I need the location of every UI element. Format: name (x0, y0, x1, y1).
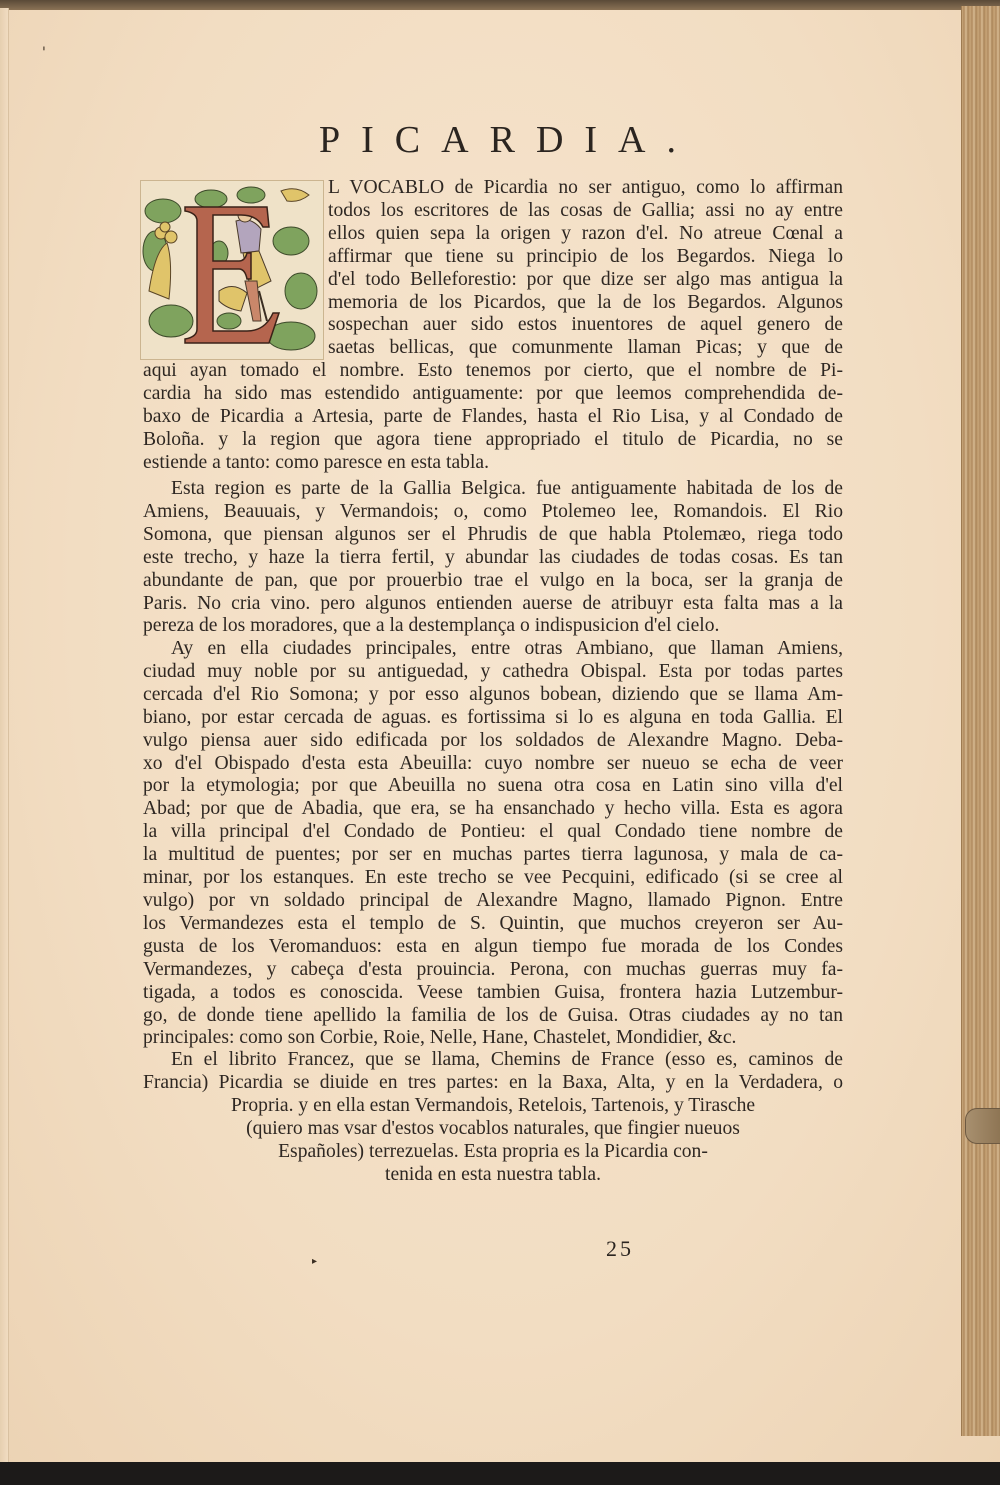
text-line: xo d'el Obispado d'esta esta Abeuilla: cuyo nombre ser nueuo se echa de veer (143, 752, 843, 774)
text-line: todos los escritores de las cosas de Gallia; assi no ay entre (328, 199, 843, 221)
text-line: memoria de los Picardos, que la de los Begardos. Algunos (328, 291, 843, 313)
text-line: L VOCABLO de Picardia no ser antiguo, como lo affirman (328, 177, 843, 198)
paragraph-4 (143, 1049, 843, 1186)
text-line: la multitud de puentes; por ser en muchas partes tierra lagunosa, y mala de ca- (143, 844, 843, 866)
text-line: sospechan auer sido estos inuentores de aquel genero de (328, 314, 843, 336)
text-line: (quiero mas vsar d'estos vocablos naturales, que fingier nueuos (246, 1117, 740, 1139)
page-title: PICARDIA. (319, 119, 697, 161)
text-line: cercada d'el Rio Somona; y por esso algunos bobean, diziendo que se llama Am- (143, 683, 843, 705)
page-tab-marker (965, 1108, 1000, 1144)
text-line: affirmar que tiene su principio de los Begardos. Niega lo (328, 245, 843, 267)
page-top-edge (0, 0, 1000, 10)
text-line: Boloña. y la region que agora tiene appropriado el titulo de Picardia, no se (143, 428, 843, 450)
paragraph-3 (143, 638, 843, 1050)
gutter-edge (0, 8, 9, 1468)
text-line: cardia ha sido mas estendido antiguamente: por que leemos comprehendida de- (143, 383, 843, 405)
text-line: vulgo) por vn soldado principal de Alexandre Magno, llamado Pignon. Entre (143, 889, 843, 911)
text-line: En el librito Francez, que se llama, Chemins de France (esso es, caminos de (171, 1049, 843, 1070)
text-line: Españoles) terrezuelas. Esta propria es la Picardia con- (278, 1140, 708, 1162)
text-line: principales: como son Corbie, Roie, Nelle, Hane, Chastelet, Mondidier, &c. (143, 1027, 737, 1049)
text-line: Propria. y en ella estan Vermandois, Retelois, Tartenois, y Tirasche (230, 1094, 756, 1116)
text-line: minar, por los estanques. En este trecho se vee Pecquini, edificado (si se cree al (143, 867, 843, 889)
text-line: Francia) Picardia se diuide en tres partes: en la Baxa, Alta, y en la Verdadera, o (143, 1071, 843, 1093)
text-line: d'el todo Belleforestio: por que dize ser algo mas antigua la (328, 268, 843, 290)
text-line: abundante de pan, que por prouerbio trae el vulgo en la boca, ser la granja de (143, 569, 843, 591)
page-number: 25 (606, 1236, 634, 1261)
text-line: tigada, a todos es conoscida. Veese tambien Guisa, frontera hazia Lutzembur- (143, 981, 843, 1003)
ink-speck: ' (42, 45, 46, 61)
bottom-shadow (0, 1462, 1000, 1485)
text-line: Abad; por que de Abadia, que era, se ha ensanchado y hecho villa. Esta es agora (143, 798, 843, 820)
paragraph-2 (143, 478, 843, 638)
text-line: los Vermandezes esta el templo de S. Quintin, que muchos creyeron ser Au- (143, 912, 843, 934)
text-line: vulgo piensa auer sido edificada por los soldados de Alexandre Magno. Deba- (143, 729, 843, 751)
text-line: la villa principal d'el Condado de Pontieu: el qual Condado tiene nombre de (143, 821, 843, 843)
text-line: estiende a tanto: como paresce en esta tabla. (143, 451, 489, 473)
ink-speck: ▸ (312, 1256, 318, 1267)
text-line: gusta de los Veromanduos: esta en algun tiempo fue morada de los Condes (143, 935, 843, 957)
text-line: tenida en esta nuestra tabla. (385, 1163, 601, 1185)
text-line: este trecho, y haze la tierra fertil, y abundar las ciudades de todas cosas. Es tan (143, 546, 843, 568)
text-line: aqui ayan tomado el nombre. Esto tenemos por cierto, que el nombre de Pi- (143, 360, 843, 382)
text-line: go, de donde tiene apellido la familia de los de Guisa. Otras ciudades ay no tan (143, 1004, 843, 1026)
text-line: Paris. No cria vino. pero algunos entienden auerse de atribuyr esta falta mas a la (143, 592, 843, 614)
text-line: ellos quien sepa la origen y razon d'el. No atreue Cœnal a (328, 222, 843, 244)
text-line: Esta region es parte de la Gallia Belgica. fue antiguamente habitada de los de (171, 478, 843, 499)
fore-edge-pages (961, 6, 1000, 1436)
text-line: ciudad muy noble por su antiguedad, y cathedra Obispal. Esta por todas partes (143, 660, 843, 682)
text-line: por la etymologia; por que Abeuilla no suena otra cosa en Latin sino villa d'el (143, 775, 843, 797)
text-line: Somona, que piensan algunos ser el Phrudis de que habla Ptolemæo, riega todo (143, 523, 843, 545)
text-line: biano, por estar cercada de aguas. es fortissima si lo es alguna en toda Gallia. El (143, 706, 843, 728)
text-line: Amiens, Beauuais, y Vermandois; o, como Ptolemeo lee, Romandois. El Rio (143, 500, 843, 522)
text-line: Vermandezes, y cabeça d'esta prouincia. Perona, con muchas guerras muy fa- (143, 958, 843, 980)
paragraph-1 (143, 177, 843, 475)
text-line: pereza de los moradores, que a la destemplança o indispusicion d'el cielo. (143, 615, 720, 637)
text-line: saetas bellicas, que comunmente llaman Picas; y que de (328, 337, 843, 359)
text-line: baxo de Picardia a Artesia, parte de Flandes, hasta el Rio Lisa, y al Condado de (143, 406, 843, 428)
text-line: Ay en ella ciudades principales, entre otras Ambiano, que llaman Amiens, (171, 638, 843, 659)
